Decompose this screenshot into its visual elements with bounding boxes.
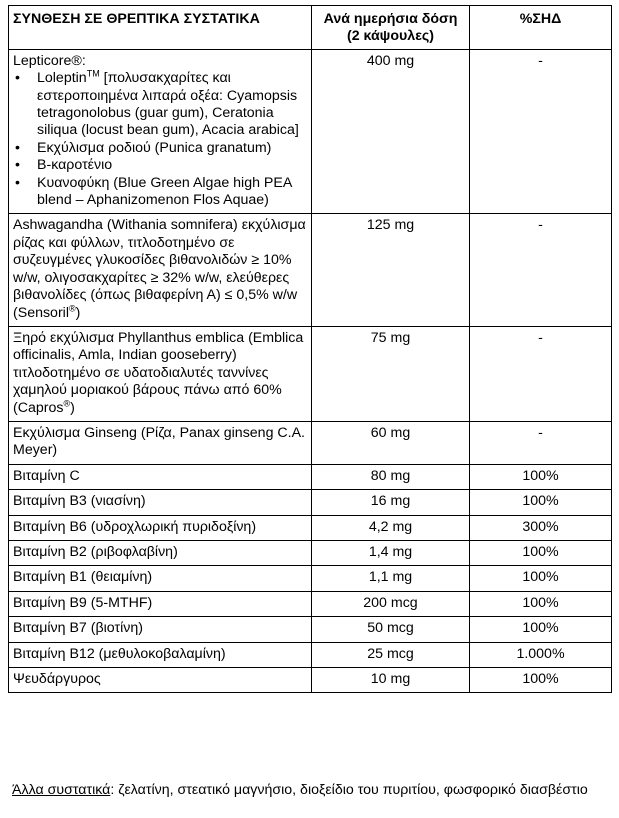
list-item <box>13 157 307 174</box>
dose-cell: 75 mg <box>312 326 470 421</box>
rda-cell: - <box>470 214 612 326</box>
list-item <box>13 70 307 140</box>
rda-cell: 100% <box>470 540 612 565</box>
nutrition-table <box>8 5 612 693</box>
ingredient-text: Ξηρό εκχύλισμα Phyllanthus emblica (Emblica officinalis, Amla, Indian gooseberry) τιτλοδοτημένο σε υδατοδιαλυτές ταννίνες χαμηλού μοριακού βάρους πάνω από 60% (Capros <box>13 329 304 416</box>
ingredient-cell: Βιταμίνη Β9 (5-MTHF) <box>9 591 312 616</box>
dose-cell: 60 mg <box>312 421 470 464</box>
list-item <box>13 140 307 157</box>
ingredient-cell: Βιταμίνη Β6 (υδροχλωρική πυριδοξίνη) <box>9 515 312 540</box>
rda-cell: 100% <box>470 566 612 591</box>
ingredient-cell: Βιταμίνη Β12 (μεθυλοκοβαλαμίνη) <box>9 642 312 667</box>
header-composition: ΣΥΝΘΕΣΗ ΣΕ ΘΡΕΠΤΙΚΑ ΣΥΣΤΑΤΙΚΑ <box>9 6 312 50</box>
registered-sup: ® <box>68 302 76 313</box>
bullet-icon: • <box>15 174 20 191</box>
lepticore-title: Lepticore®: <box>13 52 86 69</box>
ingredient-text: Ashwagandha (Withania somnifera) εκχύλισμα ρίζας και φύλλων, τιτλοδοτημένο σε συζευγμένες γλυκοσίδες βιθανολιδών ≥ 10% w/w, ολιγοσακχαρίτες ≥ 32% w/w, ελεύθερες βιθανολίδες (όπως βιθαφερίνη Α) ≤ 0,5% w/w (Sensoril <box>13 217 306 321</box>
bullet-text: Β-καροτένιο <box>37 157 113 174</box>
bullet-text: Κυανοφύκη (Blue Green Algae high PEA blend – Aphanizomenon Flos Aquae) <box>37 174 292 209</box>
dose-cell: 400 mg <box>312 49 470 214</box>
ingredient-cell: Βιταμίνη Β3 (νιασίνη) <box>9 490 312 515</box>
table-row <box>9 668 612 693</box>
bullet-icon: • <box>15 139 20 156</box>
table-row-phyllanthus <box>9 326 612 421</box>
rda-cell: 300% <box>470 515 612 540</box>
registered-sup: ® <box>63 397 71 408</box>
bullet-text: Εκχύλισμα ροδιού (Punica granatum) <box>37 139 272 156</box>
table-row <box>9 566 612 591</box>
rda-cell: 100% <box>470 490 612 515</box>
header-rda: %ΣΗΔ <box>470 6 612 50</box>
ingredient-text: ) <box>75 304 81 321</box>
ingredient-cell: Βιταμίνη Β1 (θειαμίνη) <box>9 566 312 591</box>
ingredient-cell: Βιταμίνη Β2 (ριβοφλαβίνη) <box>9 540 312 565</box>
ingredient-cell: Βιταμίνη C <box>9 464 312 489</box>
dose-cell: 200 mcg <box>312 591 470 616</box>
ingredient-cell: Βιταμίνη Β7 (βιοτίνη) <box>9 617 312 642</box>
other-ingredients <box>12 782 607 799</box>
dose-cell: 80 mg <box>312 464 470 489</box>
trademark-sup: TM <box>86 68 100 79</box>
rda-cell: - <box>470 421 612 464</box>
ingredient-cell <box>9 326 312 421</box>
bullet-text: [πολυσακχαρίτες και εστεροποιημένα λιπαρά οξέα: Cyamopsis tetragonolobus (guar gum), Ceratonia siliqua (locust bean gum), Acacia arabica] <box>37 70 299 139</box>
table-header-row <box>9 6 612 50</box>
dose-cell: 10 mg <box>312 668 470 693</box>
rda-cell: 100% <box>470 591 612 616</box>
lepticore-bullet-list <box>13 70 307 209</box>
rda-cell: - <box>470 326 612 421</box>
ingredient-cell <box>9 214 312 326</box>
table-row-lepticore <box>9 49 612 214</box>
rda-cell: 100% <box>470 617 612 642</box>
bullet-text: Loleptin <box>37 70 87 87</box>
table-row-ashwagandha <box>9 214 612 326</box>
rda-cell: 100% <box>470 464 612 489</box>
table-row <box>9 490 612 515</box>
bullet-icon: • <box>15 157 20 174</box>
dose-cell: 25 mcg <box>312 642 470 667</box>
table-row <box>9 617 612 642</box>
bullet-icon: • <box>15 70 20 87</box>
ingredient-cell: Εκχύλισμα Ginseng (Ρίζα, Panax ginseng C.A. Meyer) <box>9 421 312 464</box>
header-daily-dose: Ανά ημερήσια δόση (2 κάψουλες) <box>312 6 470 50</box>
dose-cell: 16 mg <box>312 490 470 515</box>
dose-cell: 50 mcg <box>312 617 470 642</box>
dose-cell: 1,4 mg <box>312 540 470 565</box>
table-row <box>9 642 612 667</box>
ingredient-cell <box>9 49 312 214</box>
table-row-ginseng <box>9 421 612 464</box>
table-row <box>9 515 612 540</box>
table-row <box>9 540 612 565</box>
dose-cell: 1,1 mg <box>312 566 470 591</box>
table-row <box>9 591 612 616</box>
table-row <box>9 464 612 489</box>
ingredient-text: ) <box>70 399 75 416</box>
dose-cell: 4,2 mg <box>312 515 470 540</box>
rda-cell: 1.000% <box>470 642 612 667</box>
other-ingredients-label: Άλλα συστατικά <box>12 782 111 798</box>
other-ingredients-text: : ζελατίνη, στεατικό μαγνήσιο, διοξείδιο του πυριτίου, φωσφορικό διασβέστιο <box>110 782 588 798</box>
rda-cell: - <box>470 49 612 214</box>
rda-cell: 100% <box>470 668 612 693</box>
ingredient-cell: Ψευδάργυρος <box>9 668 312 693</box>
dose-cell: 125 mg <box>312 214 470 326</box>
list-item <box>13 175 307 210</box>
